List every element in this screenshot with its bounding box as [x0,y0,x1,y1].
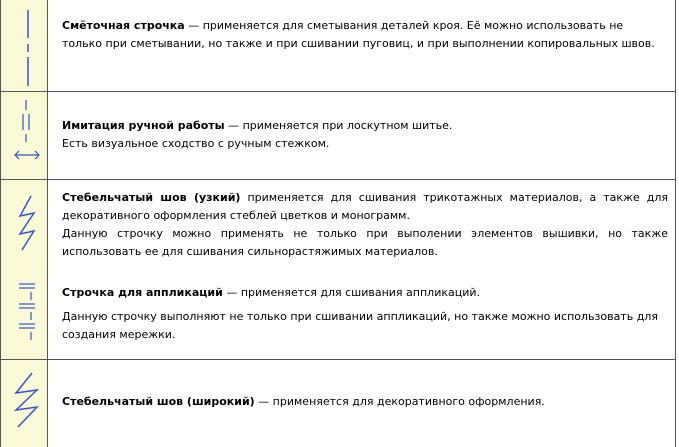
row-description: — применяется для сметывания деталей кроя. Её можно использовать не только при сметывании, но также и при сшивании пуговиц, и при выполнении копировальных швов. [62,19,655,50]
row-text [62,17,662,53]
table-row [1,0,676,92]
wide-stem-stitch-icon [1,360,47,447]
narrow-stem-stitch-icon [1,180,47,270]
row-title: Имитация ручной работы [62,119,225,132]
icon-cell [1,92,48,179]
icon-cell [1,360,48,447]
row-text [62,117,668,153]
row-title: Смёточная строчка [62,19,185,32]
table-row [1,180,676,360]
row-title: Строчка для аппликаций [62,286,223,299]
hand-stitch-imitation-icon [1,92,47,180]
basting-stitch-icon [1,0,47,92]
row-title: Стебельчатый шов (широкий) [62,395,255,408]
row-text [62,189,668,261]
row-description: применяется для сшивания трикотажных материалов, а также для декоративного оформления стеблей цветков и монограмм. [62,191,668,222]
icon-cell [1,0,48,91]
table-row [1,92,676,180]
row-description: Есть визуальное сходство с ручным стежком. [62,137,330,150]
row-description: — применяется для сшивания аппликаций. [222,286,481,299]
row-text [62,284,668,344]
row-description: — применяется для декоративного оформления. [254,395,545,408]
row-description: Данную строчку выполняют не только при сшивании аппликаций, но также можно использовать для создания мережки. [62,310,658,341]
icon-cell [1,180,48,359]
row-description: Данную строчку можно применять не только при выполении элементов вышивки, но также использовать ее для сшивания сильнорастяжимых материалов. [62,227,668,258]
row-description: — применяется при лоскутном шитье. [224,119,453,132]
table-row [1,360,676,447]
row-title: Стебельчатый шов (узкий) [62,191,241,204]
applique-stitch-icon [1,270,47,360]
row-text [62,393,668,411]
